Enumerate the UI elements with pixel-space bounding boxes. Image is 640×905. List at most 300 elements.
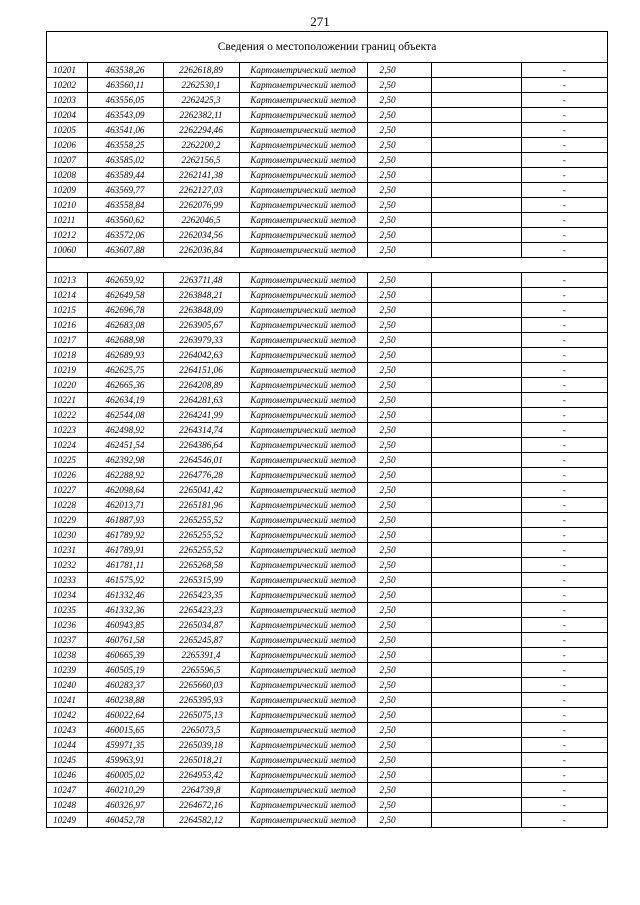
point-number: 10214: [47, 288, 87, 303]
method: Картометрический метод: [239, 483, 367, 498]
coord-y: 2265181,96: [163, 498, 239, 513]
table-row: [47, 108, 607, 123]
coord-y: 2262294,46: [163, 123, 239, 138]
point-number: 10220: [47, 378, 87, 393]
blank-cell: [431, 318, 521, 333]
blank-cell: [431, 303, 521, 318]
point-number: 10212: [47, 228, 87, 243]
accuracy: 2,50: [367, 618, 431, 633]
method: Картометрический метод: [239, 423, 367, 438]
coord-y: 2265423,23: [163, 603, 239, 618]
table-row: [47, 438, 607, 453]
accuracy: 2,50: [367, 438, 431, 453]
method: Картометрический метод: [239, 438, 367, 453]
coord-y: 2262530,1: [163, 78, 239, 93]
point-number: 10210: [47, 198, 87, 213]
method: Картометрический метод: [239, 333, 367, 348]
table-row: [47, 753, 607, 768]
table-row: [47, 228, 607, 243]
method: Картометрический метод: [239, 393, 367, 408]
accuracy: 2,50: [367, 558, 431, 573]
accuracy: 2,50: [367, 318, 431, 333]
point-number: 10232: [47, 558, 87, 573]
coord-x: 460005,02: [87, 768, 163, 783]
coord-y: 2265245,87: [163, 633, 239, 648]
table-row: [47, 693, 607, 708]
point-number: 10218: [47, 348, 87, 363]
point-number: 10060: [47, 243, 87, 258]
coord-y: 2262156,5: [163, 153, 239, 168]
point-number: 10231: [47, 543, 87, 558]
accuracy: 2,50: [367, 333, 431, 348]
coord-x: 460015,65: [87, 723, 163, 738]
accuracy: 2,50: [367, 393, 431, 408]
method: Картометрический метод: [239, 288, 367, 303]
table-row: [47, 573, 607, 588]
method: Картометрический метод: [239, 228, 367, 243]
table-row: [47, 348, 607, 363]
coordinates-table: [46, 31, 608, 828]
accuracy: 2,50: [367, 63, 431, 78]
blank-cell: [431, 663, 521, 678]
coord-x: 463585,02: [87, 153, 163, 168]
coord-x: 463569,77: [87, 183, 163, 198]
method: Картометрический метод: [239, 798, 367, 813]
coord-y: 2264386,64: [163, 438, 239, 453]
blank-cell: [431, 288, 521, 303]
description: -: [521, 558, 607, 573]
point-number: 10245: [47, 753, 87, 768]
coord-x: 462013,71: [87, 498, 163, 513]
method: Картометрический метод: [239, 408, 367, 423]
blank-cell: [431, 453, 521, 468]
description: -: [521, 108, 607, 123]
coord-x: 462696,78: [87, 303, 163, 318]
description: -: [521, 183, 607, 198]
blank-cell: [431, 588, 521, 603]
table-row: [47, 468, 607, 483]
point-number: 10204: [47, 108, 87, 123]
description: -: [521, 588, 607, 603]
coord-y: 2262076,99: [163, 198, 239, 213]
coord-x: 463558,84: [87, 198, 163, 213]
coord-y: 2264314,74: [163, 423, 239, 438]
description: -: [521, 768, 607, 783]
coord-y: 2264208,89: [163, 378, 239, 393]
point-number: 10206: [47, 138, 87, 153]
description: -: [521, 93, 607, 108]
description: -: [521, 333, 607, 348]
point-number: 10209: [47, 183, 87, 198]
description: -: [521, 408, 607, 423]
description: -: [521, 483, 607, 498]
coord-x: 461789,91: [87, 543, 163, 558]
blank-cell: [431, 228, 521, 243]
coord-x: 460665,39: [87, 648, 163, 663]
accuracy: 2,50: [367, 288, 431, 303]
table-row: [47, 603, 607, 618]
coord-y: 2264241,99: [163, 408, 239, 423]
description: -: [521, 438, 607, 453]
description: -: [521, 213, 607, 228]
method: Картометрический метод: [239, 768, 367, 783]
blank-cell: [431, 528, 521, 543]
accuracy: 2,50: [367, 678, 431, 693]
blank-cell: [431, 333, 521, 348]
accuracy: 2,50: [367, 303, 431, 318]
description: -: [521, 498, 607, 513]
point-number: 10238: [47, 648, 87, 663]
coord-x: 462688,98: [87, 333, 163, 348]
accuracy: 2,50: [367, 648, 431, 663]
accuracy: 2,50: [367, 213, 431, 228]
method: Картометрический метод: [239, 243, 367, 258]
method: Картометрический метод: [239, 708, 367, 723]
blank-cell: [431, 498, 521, 513]
blank-cell: [431, 63, 521, 78]
blank-cell: [431, 363, 521, 378]
description: -: [521, 243, 607, 258]
description: -: [521, 423, 607, 438]
coord-y: 2264672,16: [163, 798, 239, 813]
accuracy: 2,50: [367, 513, 431, 528]
point-number: 10219: [47, 363, 87, 378]
blank-cell: [431, 633, 521, 648]
table-row: [47, 813, 607, 828]
point-number: 10240: [47, 678, 87, 693]
blank-cell: [431, 213, 521, 228]
table-row: [47, 123, 607, 138]
coord-x: 462544,08: [87, 408, 163, 423]
coord-x: 460505,19: [87, 663, 163, 678]
method: Картометрический метод: [239, 498, 367, 513]
coord-y: 2265255,52: [163, 528, 239, 543]
coord-y: 2264776,28: [163, 468, 239, 483]
coord-x: 462659,92: [87, 273, 163, 288]
point-number: 10222: [47, 408, 87, 423]
blank-cell: [431, 558, 521, 573]
table-row: [47, 363, 607, 378]
accuracy: 2,50: [367, 708, 431, 723]
table-row: [47, 378, 607, 393]
accuracy: 2,50: [367, 723, 431, 738]
coord-x: 461332,36: [87, 603, 163, 618]
coord-x: 459971,35: [87, 738, 163, 753]
point-number: 10202: [47, 78, 87, 93]
blank-cell: [431, 753, 521, 768]
blank-cell: [431, 483, 521, 498]
coord-y: 2265255,52: [163, 543, 239, 558]
coord-x: 461332,46: [87, 588, 163, 603]
separator-cell: [47, 258, 607, 273]
blank-cell: [431, 768, 521, 783]
coord-x: 462451,54: [87, 438, 163, 453]
coord-y: 2265315,99: [163, 573, 239, 588]
point-number: 10207: [47, 153, 87, 168]
blank-cell: [431, 423, 521, 438]
description: -: [521, 363, 607, 378]
table-row: [47, 513, 607, 528]
accuracy: 2,50: [367, 138, 431, 153]
table-row: [47, 288, 607, 303]
accuracy: 2,50: [367, 483, 431, 498]
method: Картометрический метод: [239, 633, 367, 648]
coord-y: 2262200,2: [163, 138, 239, 153]
blank-cell: [431, 693, 521, 708]
description: -: [521, 168, 607, 183]
accuracy: 2,50: [367, 153, 431, 168]
table-row: [47, 618, 607, 633]
blank-cell: [431, 573, 521, 588]
method: Картометрический метод: [239, 513, 367, 528]
table-row: [47, 153, 607, 168]
point-number: 10237: [47, 633, 87, 648]
point-number: 10221: [47, 393, 87, 408]
table-row: [47, 453, 607, 468]
method: Картометрический метод: [239, 723, 367, 738]
point-number: 10236: [47, 618, 87, 633]
coord-y: 2265391,4: [163, 648, 239, 663]
method: Картометрический метод: [239, 783, 367, 798]
coord-y: 2262036,84: [163, 243, 239, 258]
accuracy: 2,50: [367, 633, 431, 648]
coord-x: 460761,58: [87, 633, 163, 648]
point-number: 10216: [47, 318, 87, 333]
blank-cell: [431, 648, 521, 663]
accuracy: 2,50: [367, 543, 431, 558]
description: -: [521, 603, 607, 618]
method: Картометрический метод: [239, 663, 367, 678]
coord-x: 462625,75: [87, 363, 163, 378]
coordinates-grid: [47, 63, 607, 827]
blank-cell: [431, 408, 521, 423]
description: -: [521, 783, 607, 798]
coord-x: 461781,11: [87, 558, 163, 573]
table-row: [47, 333, 607, 348]
point-number: 10224: [47, 438, 87, 453]
method: Картометрический метод: [239, 603, 367, 618]
blank-cell: [431, 78, 521, 93]
coord-x: 460283,37: [87, 678, 163, 693]
table-row: [47, 738, 607, 753]
point-number: 10229: [47, 513, 87, 528]
point-number: 10244: [47, 738, 87, 753]
page-number: 271: [310, 14, 330, 29]
accuracy: 2,50: [367, 168, 431, 183]
point-number: 10243: [47, 723, 87, 738]
point-number: 10203: [47, 93, 87, 108]
coord-x: 460022,64: [87, 708, 163, 723]
blank-cell: [431, 603, 521, 618]
method: Картометрический метод: [239, 618, 367, 633]
coord-x: 463538,26: [87, 63, 163, 78]
method: Картометрический метод: [239, 138, 367, 153]
description: -: [521, 348, 607, 363]
blank-cell: [431, 273, 521, 288]
description: -: [521, 573, 607, 588]
blank-cell: [431, 618, 521, 633]
blank-cell: [431, 168, 521, 183]
description: -: [521, 303, 607, 318]
point-number: 10248: [47, 798, 87, 813]
description: -: [521, 123, 607, 138]
accuracy: 2,50: [367, 93, 431, 108]
accuracy: 2,50: [367, 183, 431, 198]
coord-x: 460452,78: [87, 813, 163, 828]
coord-y: 2262046,5: [163, 213, 239, 228]
description: -: [521, 648, 607, 663]
accuracy: 2,50: [367, 663, 431, 678]
accuracy: 2,50: [367, 528, 431, 543]
table-row: [47, 168, 607, 183]
coord-x: 462392,98: [87, 453, 163, 468]
method: Картометрический метод: [239, 573, 367, 588]
blank-cell: [431, 438, 521, 453]
method: Картометрический метод: [239, 78, 367, 93]
table-row: [47, 648, 607, 663]
coord-x: 463556,05: [87, 93, 163, 108]
accuracy: 2,50: [367, 228, 431, 243]
table-row: [47, 318, 607, 333]
coord-y: 2262425,3: [163, 93, 239, 108]
method: Картометрический метод: [239, 348, 367, 363]
coord-y: 2265596,5: [163, 663, 239, 678]
coord-y: 2264546,01: [163, 453, 239, 468]
point-number: 10241: [47, 693, 87, 708]
accuracy: 2,50: [367, 408, 431, 423]
point-number: 10217: [47, 333, 87, 348]
coord-x: 460238,88: [87, 693, 163, 708]
table-row: [47, 393, 607, 408]
accuracy: 2,50: [367, 378, 431, 393]
accuracy: 2,50: [367, 423, 431, 438]
coord-y: 2264281,63: [163, 393, 239, 408]
coord-x: 463589,44: [87, 168, 163, 183]
blank-cell: [431, 378, 521, 393]
point-number: 10215: [47, 303, 87, 318]
blank-cell: [431, 348, 521, 363]
method: Картометрический метод: [239, 693, 367, 708]
table-row: [47, 633, 607, 648]
coord-x: 461575,92: [87, 573, 163, 588]
description: -: [521, 453, 607, 468]
description: -: [521, 543, 607, 558]
blank-cell: [431, 468, 521, 483]
blank-cell: [431, 813, 521, 828]
description: -: [521, 468, 607, 483]
point-number: 10228: [47, 498, 87, 513]
description: -: [521, 738, 607, 753]
description: -: [521, 78, 607, 93]
method: Картометрический метод: [239, 63, 367, 78]
accuracy: 2,50: [367, 363, 431, 378]
method: Картометрический метод: [239, 168, 367, 183]
table-row: [47, 498, 607, 513]
description: -: [521, 633, 607, 648]
table-body: [47, 63, 607, 827]
accuracy: 2,50: [367, 753, 431, 768]
method: Картометрический метод: [239, 303, 367, 318]
coord-x: 462288,92: [87, 468, 163, 483]
description: -: [521, 618, 607, 633]
coord-x: 463560,62: [87, 213, 163, 228]
description: -: [521, 288, 607, 303]
point-number: 10205: [47, 123, 87, 138]
coord-x: 463543,09: [87, 108, 163, 123]
description: -: [521, 708, 607, 723]
blank-cell: [431, 513, 521, 528]
method: Картометрический метод: [239, 363, 367, 378]
coord-y: 2262618,89: [163, 63, 239, 78]
table-row: [47, 78, 607, 93]
coord-y: 2265395,93: [163, 693, 239, 708]
coord-y: 2263905,67: [163, 318, 239, 333]
point-number: 10247: [47, 783, 87, 798]
table-row: [47, 243, 607, 258]
coord-y: 2265039,18: [163, 738, 239, 753]
coord-y: 2262141,38: [163, 168, 239, 183]
blank-cell: [431, 723, 521, 738]
coord-y: 2263848,09: [163, 303, 239, 318]
coord-y: 2265268,58: [163, 558, 239, 573]
coord-y: 2264582,12: [163, 813, 239, 828]
blank-cell: [431, 198, 521, 213]
method: Картометрический метод: [239, 273, 367, 288]
blank-cell: [431, 738, 521, 753]
accuracy: 2,50: [367, 813, 431, 828]
point-number: 10226: [47, 468, 87, 483]
coord-y: 2265018,21: [163, 753, 239, 768]
coord-x: 461789,92: [87, 528, 163, 543]
table-title: Сведения о местоположении границ объекта: [47, 32, 607, 63]
accuracy: 2,50: [367, 123, 431, 138]
coord-x: 461887,93: [87, 513, 163, 528]
table-row: [47, 528, 607, 543]
point-number: 10208: [47, 168, 87, 183]
method: Картометрический метод: [239, 153, 367, 168]
point-number: 10211: [47, 213, 87, 228]
description: -: [521, 753, 607, 768]
coord-y: 2265034,87: [163, 618, 239, 633]
point-number: 10223: [47, 423, 87, 438]
blank-cell: [431, 393, 521, 408]
blank-cell: [431, 108, 521, 123]
accuracy: 2,50: [367, 498, 431, 513]
description: -: [521, 198, 607, 213]
description: -: [521, 513, 607, 528]
coord-x: 462498,92: [87, 423, 163, 438]
point-number: 10246: [47, 768, 87, 783]
method: Картометрический метод: [239, 558, 367, 573]
table-row: [47, 723, 607, 738]
coord-x: 460943,85: [87, 618, 163, 633]
description: -: [521, 693, 607, 708]
description: -: [521, 138, 607, 153]
table-row: [47, 198, 607, 213]
accuracy: 2,50: [367, 738, 431, 753]
accuracy: 2,50: [367, 468, 431, 483]
coord-y: 2265660,03: [163, 678, 239, 693]
blank-cell: [431, 138, 521, 153]
accuracy: 2,50: [367, 798, 431, 813]
blank-cell: [431, 543, 521, 558]
table-row: [47, 63, 607, 78]
accuracy: 2,50: [367, 453, 431, 468]
coord-y: 2262382,11: [163, 108, 239, 123]
coord-y: 2264042,63: [163, 348, 239, 363]
coord-y: 2265041,42: [163, 483, 239, 498]
accuracy: 2,50: [367, 768, 431, 783]
